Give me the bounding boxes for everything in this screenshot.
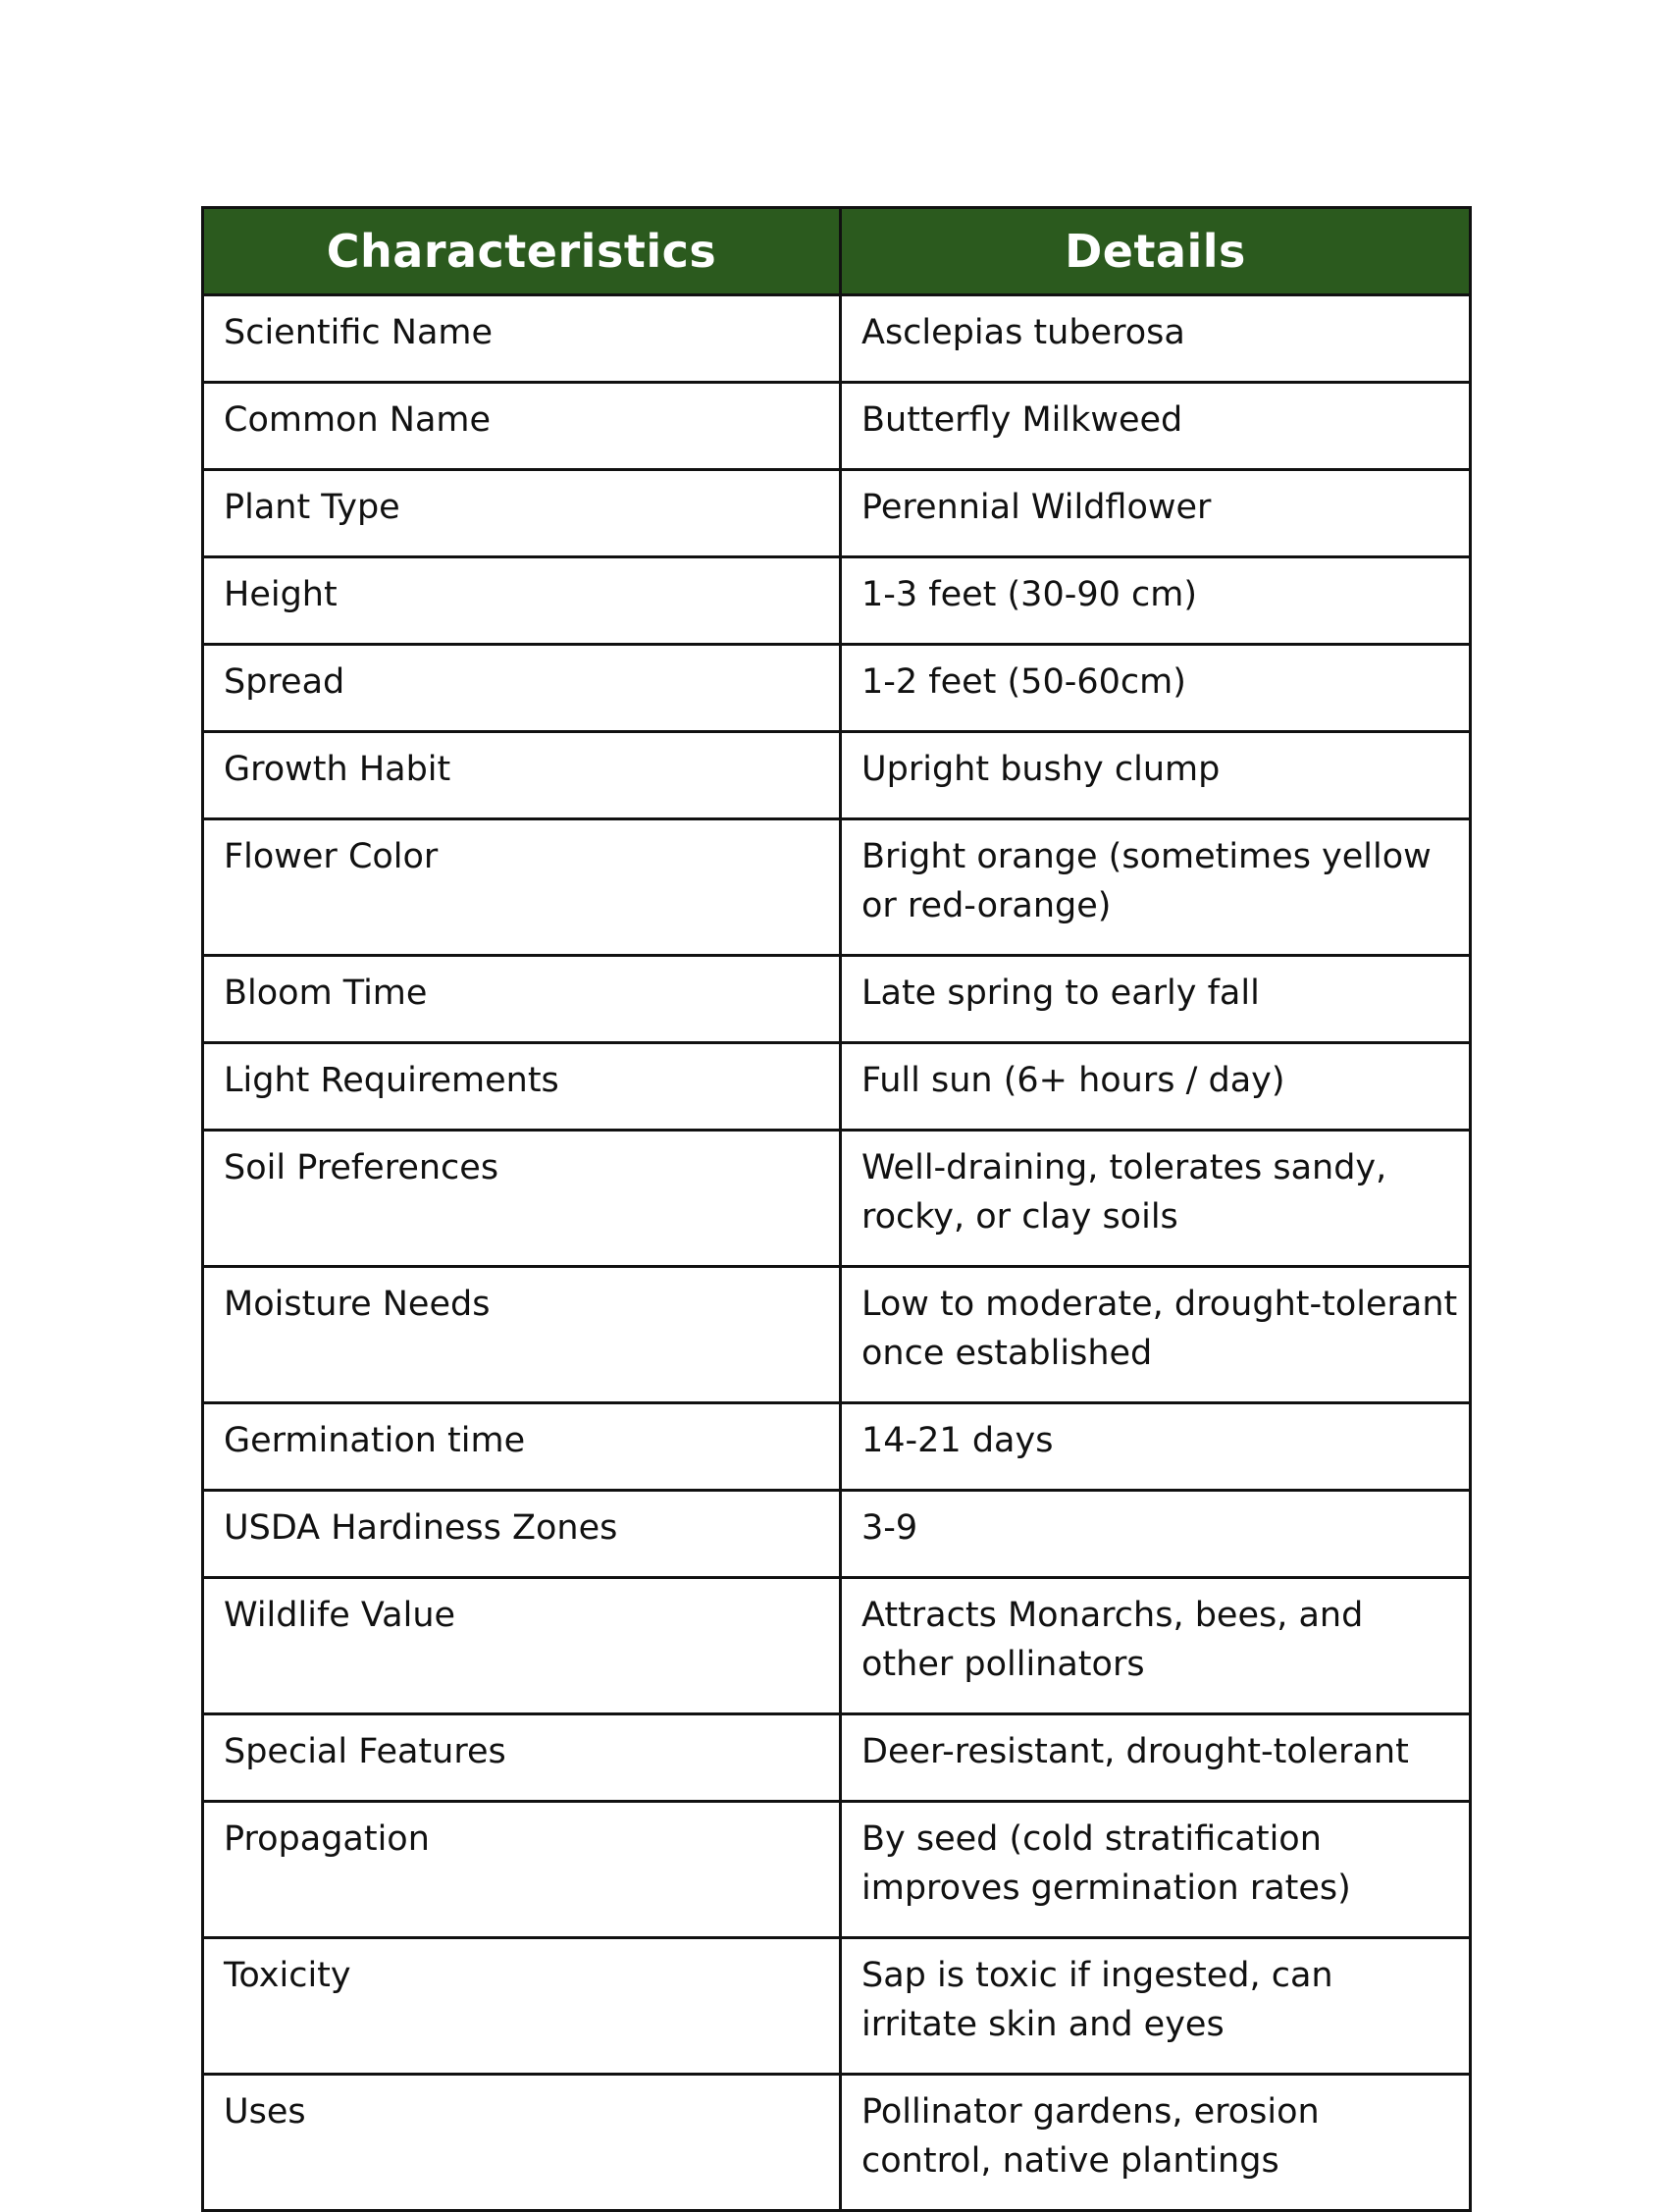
detail-cell: Low to moderate, drought-tolerant once established [841,1267,1471,1403]
table-row [203,732,1471,819]
characteristic-cell: Plant Type [203,470,841,557]
characteristic-cell: Moisture Needs [203,1267,841,1403]
table-row [203,1938,1471,2075]
detail-cell: Bright orange (sometimes yellow or red-orange) [841,819,1471,956]
table-row [203,1714,1471,1802]
detail-cell: Late spring to early fall [841,956,1471,1043]
table-row [203,557,1471,645]
table-row [203,1131,1471,1267]
header-details: Details [841,208,1471,295]
characteristic-cell: Spread [203,645,841,732]
detail-cell: Asclepias tuberosa [841,295,1471,383]
detail-cell: 3-9 [841,1491,1471,1578]
table-row [203,2075,1471,2211]
table-row [203,1491,1471,1578]
detail-cell: Deer-resistant, drought-tolerant [841,1714,1471,1802]
table-row [203,819,1471,956]
detail-cell: 14-21 days [841,1403,1471,1491]
characteristic-cell: Special Features [203,1714,841,1802]
characteristic-cell: Wildlife Value [203,1578,841,1714]
header-characteristics: Characteristics [203,208,841,295]
characteristic-cell: Bloom Time [203,956,841,1043]
detail-cell: Well-draining, tolerates sandy, rocky, or clay soils [841,1131,1471,1267]
characteristic-cell: Uses [203,2075,841,2211]
table-row [203,1403,1471,1491]
table-row [203,470,1471,557]
characteristic-cell: Light Requirements [203,1043,841,1131]
detail-cell: Pollinator gardens, erosion control, native plantings [841,2075,1471,2211]
characteristic-cell: USDA Hardiness Zones [203,1491,841,1578]
detail-cell: Upright bushy clump [841,732,1471,819]
table-row [203,1267,1471,1403]
characteristic-cell: Germination time [203,1403,841,1491]
detail-cell: Attracts Monarchs, bees, and other pollinators [841,1578,1471,1714]
characteristic-cell: Toxicity [203,1938,841,2075]
characteristic-cell: Scientific Name [203,295,841,383]
table-header-row [203,208,1471,295]
table-row [203,295,1471,383]
characteristic-cell: Growth Habit [203,732,841,819]
detail-cell: Sap is toxic if ingested, can irritate skin and eyes [841,1938,1471,2075]
table-row [203,1578,1471,1714]
characteristic-cell: Flower Color [203,819,841,956]
detail-cell: 1-3 feet (30-90 cm) [841,557,1471,645]
detail-cell: 1-2 feet (50-60cm) [841,645,1471,732]
detail-cell: Perennial Wildflower [841,470,1471,557]
characteristic-cell: Height [203,557,841,645]
characteristic-cell: Common Name [203,383,841,470]
characteristic-cell: Propagation [203,1802,841,1938]
characteristic-cell: Soil Preferences [203,1131,841,1267]
table-row [203,645,1471,732]
detail-cell: By seed (cold stratification improves germination rates) [841,1802,1471,1938]
table-row [203,1802,1471,1938]
plant-characteristics-table [201,206,1472,2212]
table-row [203,383,1471,470]
detail-cell: Butterfly Milkweed [841,383,1471,470]
detail-cell: Full sun (6+ hours / day) [841,1043,1471,1131]
table-row [203,956,1471,1043]
table-row [203,1043,1471,1131]
